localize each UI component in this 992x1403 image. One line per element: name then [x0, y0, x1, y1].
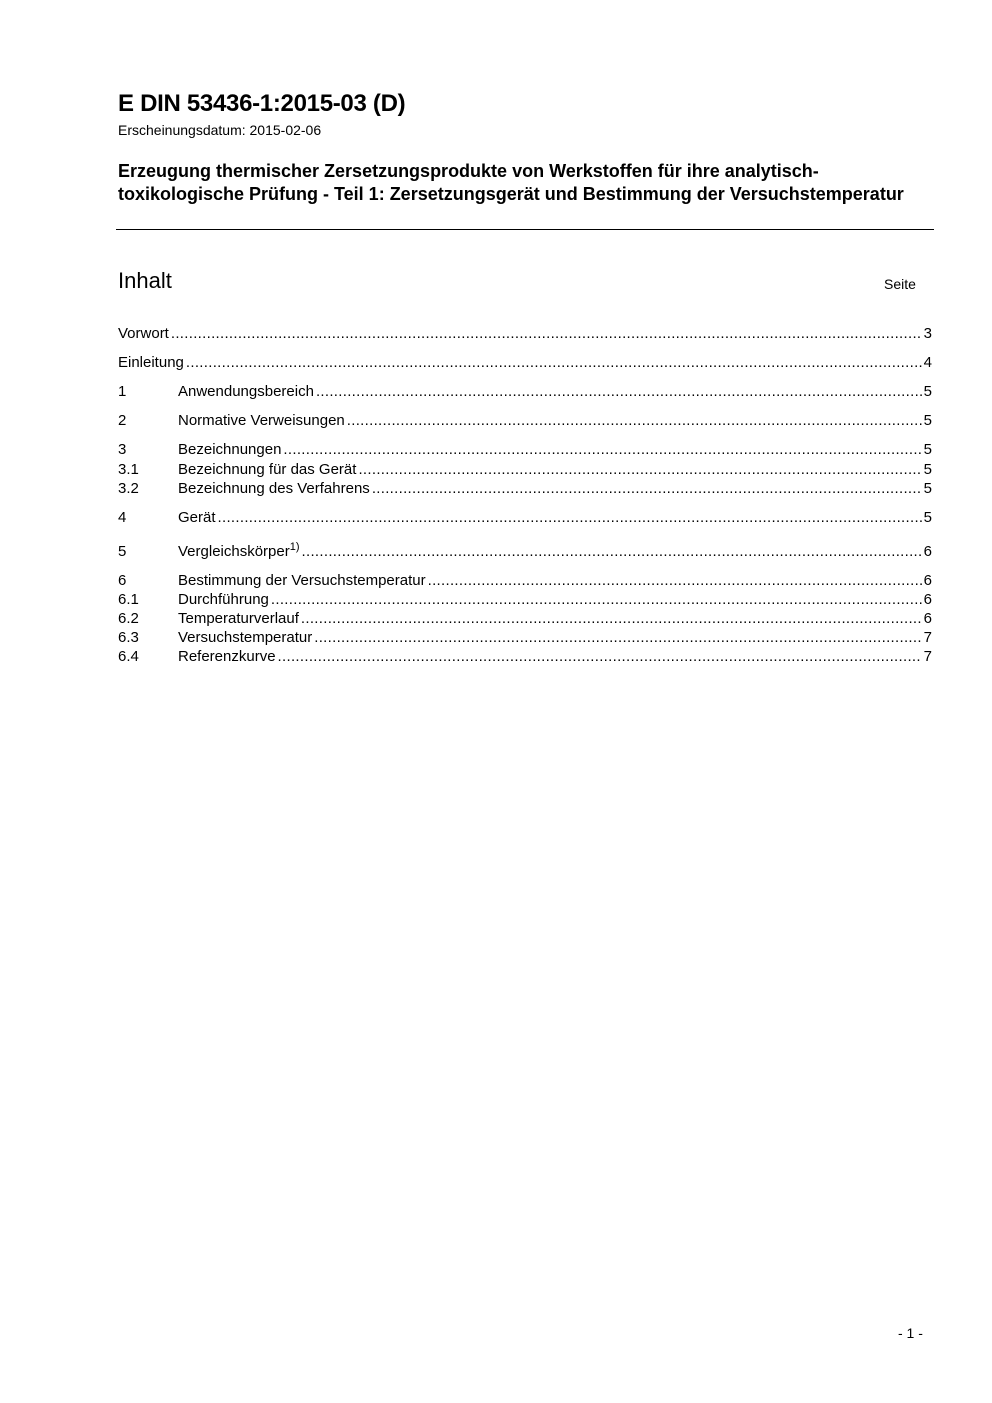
- toc-leader-dots: [171, 324, 922, 344]
- toc-entry-label-text: Vergleichskörper: [178, 543, 290, 560]
- toc-entry-label: Bezeichnung für das Gerät: [178, 461, 357, 478]
- toc-entry-page: 7: [923, 629, 932, 646]
- toc-entry-label: Durchführung: [178, 591, 269, 608]
- toc-entry-3-2[interactable]: [118, 479, 932, 499]
- toc-entry-label: Bezeichnungen: [178, 441, 282, 458]
- toc-entry-number: 4: [118, 509, 127, 526]
- toc-entry-5[interactable]: [118, 542, 932, 562]
- toc-entry-3[interactable]: [118, 440, 932, 460]
- toc-entry-label: Bestimmung der Versuchstemperatur: [178, 572, 426, 589]
- toc-entry-label: Vorwort: [118, 325, 169, 342]
- toc-entry-6-2[interactable]: [118, 609, 932, 629]
- toc-leader-dots: [271, 590, 922, 610]
- toc-entry-number: 5: [118, 543, 127, 560]
- toc-entry-number: 3: [118, 441, 127, 458]
- toc-leader-dots: [347, 411, 922, 431]
- toc-entry-page: 5: [923, 383, 932, 400]
- toc-entry-label: Normative Verweisungen: [178, 412, 345, 429]
- footnote-marker: 1): [289, 541, 300, 553]
- toc-entry-number: 2: [118, 412, 127, 429]
- toc-leader-dots: [301, 609, 922, 629]
- table-of-contents: [118, 0, 932, 1403]
- toc-leader-dots: [186, 353, 922, 373]
- toc-entry-page: 4: [923, 354, 932, 371]
- toc-leader-dots: [316, 382, 922, 402]
- toc-entry-label: Anwendungsbereich: [178, 383, 314, 400]
- toc-entry-page: 5: [923, 412, 932, 429]
- toc-entry-page: 6: [923, 591, 932, 608]
- toc-entry-number: 6.4: [118, 648, 139, 665]
- page-number: - 1 -: [898, 1325, 923, 1341]
- document-id: E DIN 53436-1:2015-03 (D): [118, 90, 406, 117]
- toc-entry-label: Temperaturverlauf: [178, 610, 299, 627]
- publication-date: Erscheinungsdatum: 2015-02-06: [118, 122, 322, 138]
- toc-leader-dots: [358, 460, 921, 480]
- toc-leader-dots: [302, 542, 922, 562]
- toc-entry-6[interactable]: [118, 571, 932, 591]
- toc-entry-number: 1: [118, 383, 127, 400]
- toc-entry-label: [178, 542, 300, 562]
- toc-entry-page: 5: [923, 441, 932, 458]
- toc-entry-2[interactable]: [118, 411, 932, 431]
- toc-entry-label: Einleitung: [118, 354, 184, 371]
- toc-entry-number: 3.2: [118, 480, 139, 497]
- toc-entry-vorwort[interactable]: [118, 324, 932, 344]
- toc-entry-6-1[interactable]: [118, 590, 932, 610]
- toc-entry-page: 5: [923, 509, 932, 526]
- toc-leader-dots: [283, 440, 921, 460]
- toc-entry-page: 5: [923, 461, 932, 478]
- toc-entry-label: Bezeichnung des Verfahrens: [178, 480, 370, 497]
- toc-entry-number: 3.1: [118, 461, 139, 478]
- toc-entry-3-1[interactable]: [118, 460, 932, 480]
- toc-entry-page: 6: [923, 572, 932, 589]
- toc-entry-label: Gerät: [178, 509, 216, 526]
- toc-entry-page: 5: [923, 480, 932, 497]
- toc-entry-page: 7: [923, 648, 932, 665]
- toc-leader-dots: [278, 647, 922, 667]
- toc-entry-page: 3: [923, 325, 932, 342]
- toc-entry-number: 6: [118, 572, 127, 589]
- toc-entry-1[interactable]: [118, 382, 932, 402]
- toc-page-column-label: Seite: [884, 276, 916, 292]
- toc-entry-number: 6.1: [118, 591, 139, 608]
- document-title: Erzeugung thermischer Zersetzungsprodukte von Werkstoffen für ihre analytisch-toxikologische Prüfung - Teil 1: Zersetzungsgerät und Bestimmung der Versuchstemperatur: [118, 161, 904, 204]
- toc-entry-label: Versuchstemperatur: [178, 629, 313, 646]
- toc-entry-einleitung[interactable]: [118, 353, 932, 373]
- toc-leader-dots: [314, 628, 921, 648]
- toc-entry-4[interactable]: [118, 508, 932, 528]
- toc-entry-6-3[interactable]: [118, 628, 932, 648]
- toc-entry-page: 6: [923, 610, 932, 627]
- toc-entry-number: 6.2: [118, 610, 139, 627]
- toc-heading: Inhalt: [118, 268, 172, 293]
- toc-entry-page: 6: [923, 543, 932, 560]
- toc-leader-dots: [428, 571, 922, 591]
- toc-leader-dots: [218, 508, 922, 528]
- toc-leader-dots: [372, 479, 922, 499]
- toc-entry-label: Referenzkurve: [178, 648, 276, 665]
- toc-entry-6-4[interactable]: [118, 647, 932, 667]
- toc-entry-number: 6.3: [118, 629, 139, 646]
